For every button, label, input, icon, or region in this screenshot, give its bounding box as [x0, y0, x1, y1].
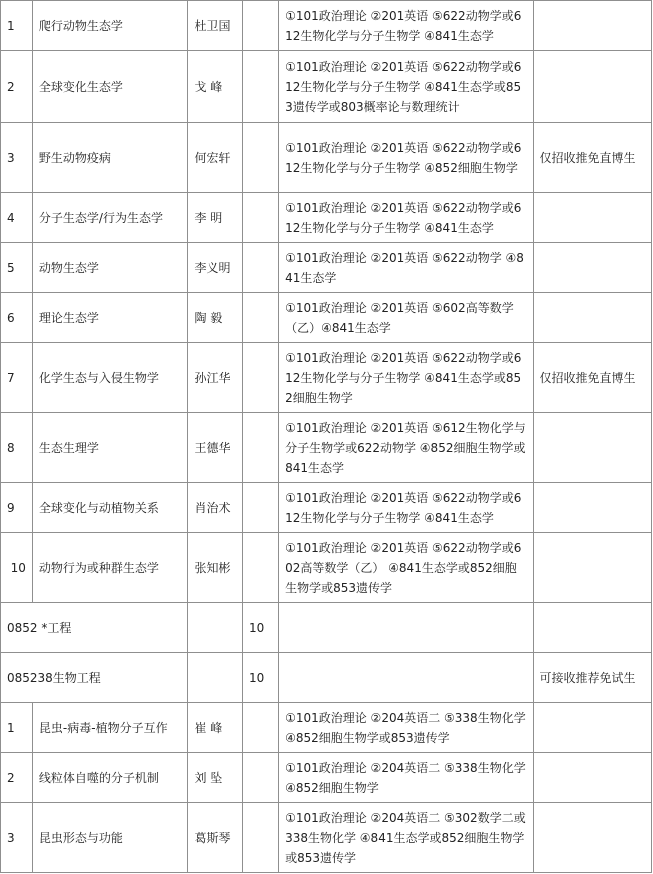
- exam-subjects: ①101政治理论 ②204英语二 ⑤302数学二或338生物化学 ④841生态学或852细胞生物学或853遗传学: [279, 803, 533, 873]
- remarks: [533, 483, 652, 533]
- major-label: 0852 *工程: [1, 603, 188, 653]
- exam-subjects: ①101政治理论 ②201英语 ⑤602高等数学（乙）④841生态学: [279, 293, 533, 343]
- table-row: [1, 703, 652, 753]
- quota-cell: [243, 193, 279, 243]
- quota-cell: [243, 483, 279, 533]
- row-number: 4: [1, 193, 33, 243]
- advisor-name: 崔 峰: [188, 703, 243, 753]
- exam-subjects: ①101政治理论 ②201英语 ⑤612生物化学与分子生物学或622动物学 ④852细胞生物学或841生态学: [279, 413, 533, 483]
- quota-cell: [243, 293, 279, 343]
- advisor-name: 陶 毅: [188, 293, 243, 343]
- advisor-name: 张知彬: [188, 533, 243, 603]
- exam-subjects: ①101政治理论 ②201英语 ⑤622动物学或612生物化学与分子生物学 ④841生态学: [279, 483, 533, 533]
- advisor-name: 孙江华: [188, 343, 243, 413]
- exam-subjects: ①101政治理论 ②201英语 ⑤622动物学 ④841生态学: [279, 243, 533, 293]
- remarks: [533, 51, 652, 123]
- table-row: [1, 413, 652, 483]
- exam-subjects: ①101政治理论 ②201英语 ⑤622动物学或612生物化学与分子生物学 ④841生态学: [279, 1, 533, 51]
- quota-cell: [243, 703, 279, 753]
- remarks: 仅招收推免直博生: [533, 123, 652, 193]
- advisor-name: 刘 坠: [188, 753, 243, 803]
- quota-cell: [243, 1, 279, 51]
- table-row: [1, 51, 652, 123]
- row-number: 7: [1, 343, 33, 413]
- research-direction: 分子生态学/行为生态学: [32, 193, 188, 243]
- advisor-name: 戈 峰: [188, 51, 243, 123]
- advisor-cell: [188, 653, 243, 703]
- advisor-name: 杜卫国: [188, 1, 243, 51]
- research-direction: 生态生理学: [32, 413, 188, 483]
- advisor-name: 何宏轩: [188, 123, 243, 193]
- table-row: [1, 193, 652, 243]
- major-label: 085238生物工程: [1, 653, 188, 703]
- remarks: [533, 193, 652, 243]
- row-number: 2: [1, 51, 33, 123]
- remarks: 仅招收推免直博生: [533, 343, 652, 413]
- research-direction: 野生动物疫病: [32, 123, 188, 193]
- enrollment-quota: 10: [243, 653, 279, 703]
- table-row: [1, 483, 652, 533]
- table-row: [1, 293, 652, 343]
- row-number: 3: [1, 803, 33, 873]
- table-row: [1, 1, 652, 51]
- row-number: 9: [1, 483, 33, 533]
- row-number: 1: [1, 1, 33, 51]
- row-number: 8: [1, 413, 33, 483]
- quota-cell: [243, 243, 279, 293]
- table-row: [1, 343, 652, 413]
- research-direction: 昆虫形态与功能: [32, 803, 188, 873]
- exam-subjects: ①101政治理论 ②201英语 ⑤622动物学或612生物化学与分子生物学 ④841生态学或853遗传学或803概率论与数理统计: [279, 51, 533, 123]
- row-number: 5: [1, 243, 33, 293]
- exam-subjects: ①101政治理论 ②201英语 ⑤622动物学或612生物化学与分子生物学 ④841生态学: [279, 193, 533, 243]
- remarks: 可接收推荐免试生: [533, 653, 652, 703]
- advisor-cell: [188, 603, 243, 653]
- table-row: [1, 753, 652, 803]
- table-row: [1, 243, 652, 293]
- advisor-name: 李义明: [188, 243, 243, 293]
- exam-subjects: [279, 653, 533, 703]
- remarks: [533, 293, 652, 343]
- exam-subjects: ①101政治理论 ②201英语 ⑤622动物学或612生物化学与分子生物学 ④841生态学或852细胞生物学: [279, 343, 533, 413]
- advisor-name: 葛斯琴: [188, 803, 243, 873]
- quota-cell: [243, 123, 279, 193]
- remarks: [533, 533, 652, 603]
- exam-subjects: [279, 603, 533, 653]
- quota-cell: [243, 343, 279, 413]
- advisor-name: 王德华: [188, 413, 243, 483]
- research-direction: 化学生态与入侵生物学: [32, 343, 188, 413]
- row-number: 1: [1, 703, 33, 753]
- research-direction: 线粒体自噬的分子机制: [32, 753, 188, 803]
- section-row: [1, 603, 652, 653]
- quota-cell: [243, 803, 279, 873]
- table-row: [1, 803, 652, 873]
- remarks: [533, 803, 652, 873]
- research-direction: 全球变化与动植物关系: [32, 483, 188, 533]
- remarks: [533, 753, 652, 803]
- research-direction: 昆虫-病毒-植物分子互作: [32, 703, 188, 753]
- section-row: [1, 653, 652, 703]
- advisor-name: 肖治术: [188, 483, 243, 533]
- row-number: 10: [1, 533, 33, 603]
- enrollment-quota: 10: [243, 603, 279, 653]
- row-number: 2: [1, 753, 33, 803]
- exam-subjects: ①101政治理论 ②201英语 ⑤622动物学或612生物化学与分子生物学 ④852细胞生物学: [279, 123, 533, 193]
- row-number: 3: [1, 123, 33, 193]
- quota-cell: [243, 533, 279, 603]
- row-number: 6: [1, 293, 33, 343]
- table-row: [1, 533, 652, 603]
- quota-cell: [243, 51, 279, 123]
- research-direction: 理论生态学: [32, 293, 188, 343]
- quota-cell: [243, 753, 279, 803]
- research-direction: 爬行动物生态学: [32, 1, 188, 51]
- exam-subjects: ①101政治理论 ②201英语 ⑤622动物学或602高等数学（乙） ④841生态学或852细胞生物学或853遗传学: [279, 533, 533, 603]
- table-row: [1, 123, 652, 193]
- research-direction: 全球变化生态学: [32, 51, 188, 123]
- advisor-name: 李 明: [188, 193, 243, 243]
- research-direction: 动物行为或种群生态学: [32, 533, 188, 603]
- remarks: [533, 243, 652, 293]
- exam-subjects: ①101政治理论 ②204英语二 ⑤338生物化学 ④852细胞生物学或853遗传学: [279, 703, 533, 753]
- remarks: [533, 1, 652, 51]
- remarks: [533, 703, 652, 753]
- exam-subjects: ①101政治理论 ②204英语二 ⑤338生物化学 ④852细胞生物学: [279, 753, 533, 803]
- remarks: [533, 413, 652, 483]
- remarks: [533, 603, 652, 653]
- research-direction: 动物生态学: [32, 243, 188, 293]
- quota-cell: [243, 413, 279, 483]
